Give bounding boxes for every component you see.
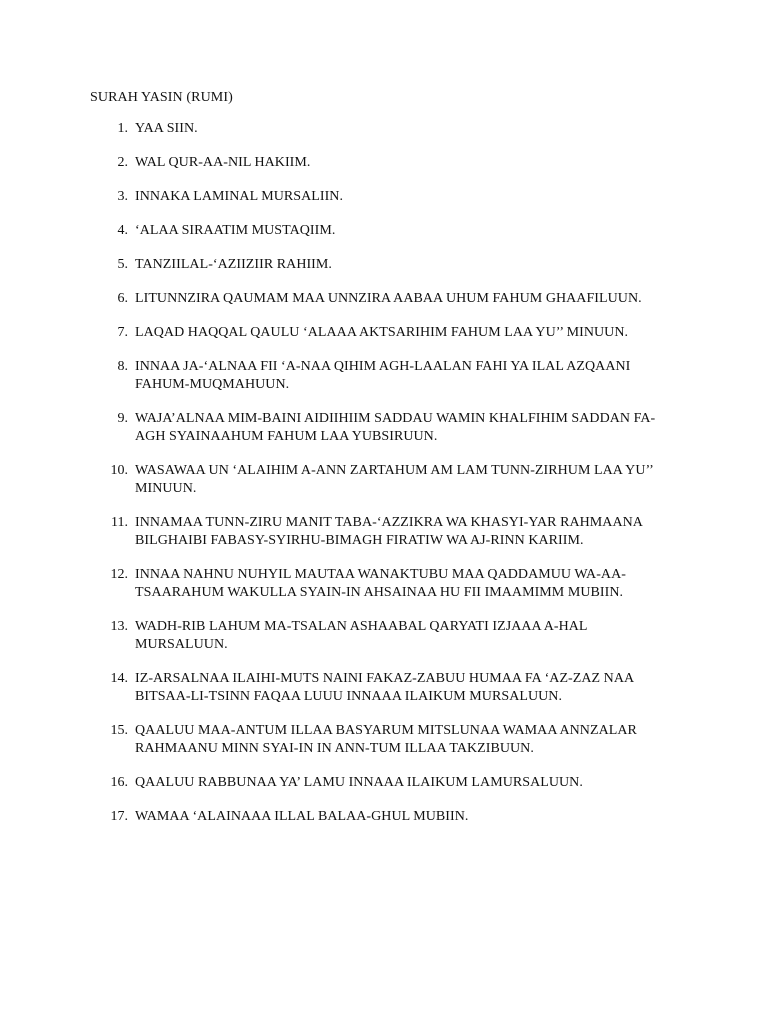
verse-text: QAALUU RABBUNAA YA’ LAMU INNAAA ILAIKUM LAMURSALUUN.: [135, 775, 583, 790]
verse-text: ‘ALAA SIRAATIM MUSTAQIIM.: [135, 223, 336, 238]
verse-text: IZ-ARSALNAA ILAIHI-MUTS NAINI FAKAZ-ZABUU HUMAA FA ‘AZ-ZAZ NAA BITSAA-LI-TSINN FAQAA LUUU INNAAA ILAIKUM MURSALUUN.: [135, 671, 634, 704]
verse-text: LITUNNZIRA QAUMAM MAA UNNZIRA AABAA UHUM FAHUM GHAAFILUUN.: [135, 291, 642, 306]
verse-item: [0, 324, 768, 342]
verse-text: INNAMAA TUNN-ZIRU MANIT TABA-‘AZZIKRA WA KHASYI-YAR RAHMAANA BILGHAIBI FABASY-SYIRHU-BIMAGH FIRATIW WA AJ-RINN KARIIM.: [135, 515, 643, 548]
verse-item: [0, 722, 768, 758]
verse-number: 16.: [110, 775, 128, 790]
verse-number: 7.: [117, 325, 128, 340]
verse-item: [0, 222, 768, 240]
verse-number: 12.: [110, 567, 128, 582]
verse-number: 3.: [117, 189, 128, 204]
verse-item: [0, 670, 768, 706]
verse-item: [0, 290, 768, 308]
verse-text: WAMAA ‘ALAINAAA ILLAL BALAA-GHUL MUBIIN.: [135, 809, 469, 824]
verse-text: LAQAD HAQQAL QAULU ‘ALAAA AKTSARIHIM FAHUM LAA YU’’ MINUUN.: [135, 325, 629, 340]
verse-number: 17.: [110, 809, 128, 824]
verse-text: QAALUU MAA-ANTUM ILLAA BASYARUM MITSLUNAA WAMAA ANNZALAR RAHMAANU MINN SYAI-IN IN ANN-TUM ILLAA TAKZIBUUN.: [135, 723, 637, 756]
verse-number: 2.: [117, 155, 128, 170]
verse-item: [0, 774, 768, 792]
verse-number: 10.: [110, 463, 128, 478]
verse-number: 8.: [117, 359, 128, 374]
verse-list: [0, 120, 768, 842]
verse-item: [0, 514, 768, 550]
verse-number: 6.: [117, 291, 128, 306]
verse-item: [0, 188, 768, 206]
verse-text: YAA SIIN.: [135, 121, 198, 136]
verse-text: WAL QUR-AA-NIL HAKIIM.: [135, 155, 311, 170]
verse-number: 14.: [110, 671, 128, 686]
verse-number: 5.: [117, 257, 128, 272]
verse-number: 11.: [111, 515, 128, 530]
verse-text: TANZIILAL-‘AZIIZIIR RAHIIM.: [135, 257, 332, 272]
document-title: SURAH YASIN (RUMI): [90, 90, 233, 105]
verse-item: [0, 618, 768, 654]
verse-number: 13.: [110, 619, 128, 634]
verse-text: INNAA NAHNU NUHYIL MAUTAA WANAKTUBU MAA QADDAMUU WA-AA-TSAARAHUM WAKULLA SYAIN-IN AHSAINAA HU FII IMAAMIMM MUBIIN.: [135, 567, 626, 600]
verse-number: 4.: [117, 223, 128, 238]
verse-item: [0, 410, 768, 446]
verse-text: WASAWAA UN ‘ALAIHIM A-ANN ZARTAHUM AM LAM TUNN-ZIRHUM LAA YU’’ MINUUN.: [135, 463, 653, 496]
verse-text: WADH-RIB LAHUM MA-TSALAN ASHAABAL QARYATI IZJAAA A-HAL MURSALUUN.: [135, 619, 587, 652]
verse-item: [0, 120, 768, 138]
verse-item: [0, 566, 768, 602]
verse-item: [0, 154, 768, 172]
verse-number: 9.: [117, 411, 128, 426]
verse-number: 15.: [110, 723, 128, 738]
verse-item: [0, 358, 768, 394]
verse-item: [0, 256, 768, 274]
verse-item: [0, 462, 768, 498]
verse-text: INNAA JA-‘ALNAA FII ‘A-NAA QIHIM AGH-LAALAN FAHI YA ILAL AZQAANI FAHUM-MUQMAHUUN.: [135, 359, 631, 392]
verse-number: 1.: [117, 121, 128, 136]
verse-text: WAJA’ALNAA MIM-BAINI AIDIIHIIM SADDAU WAMIN KHALFIHIM SADDAN FA-AGH SYAINAAHUM FAHUM LAA YUBSIRUUN.: [135, 411, 656, 444]
verse-item: [0, 808, 768, 826]
verse-text: INNAKA LAMINAL MURSALIIN.: [135, 189, 343, 204]
